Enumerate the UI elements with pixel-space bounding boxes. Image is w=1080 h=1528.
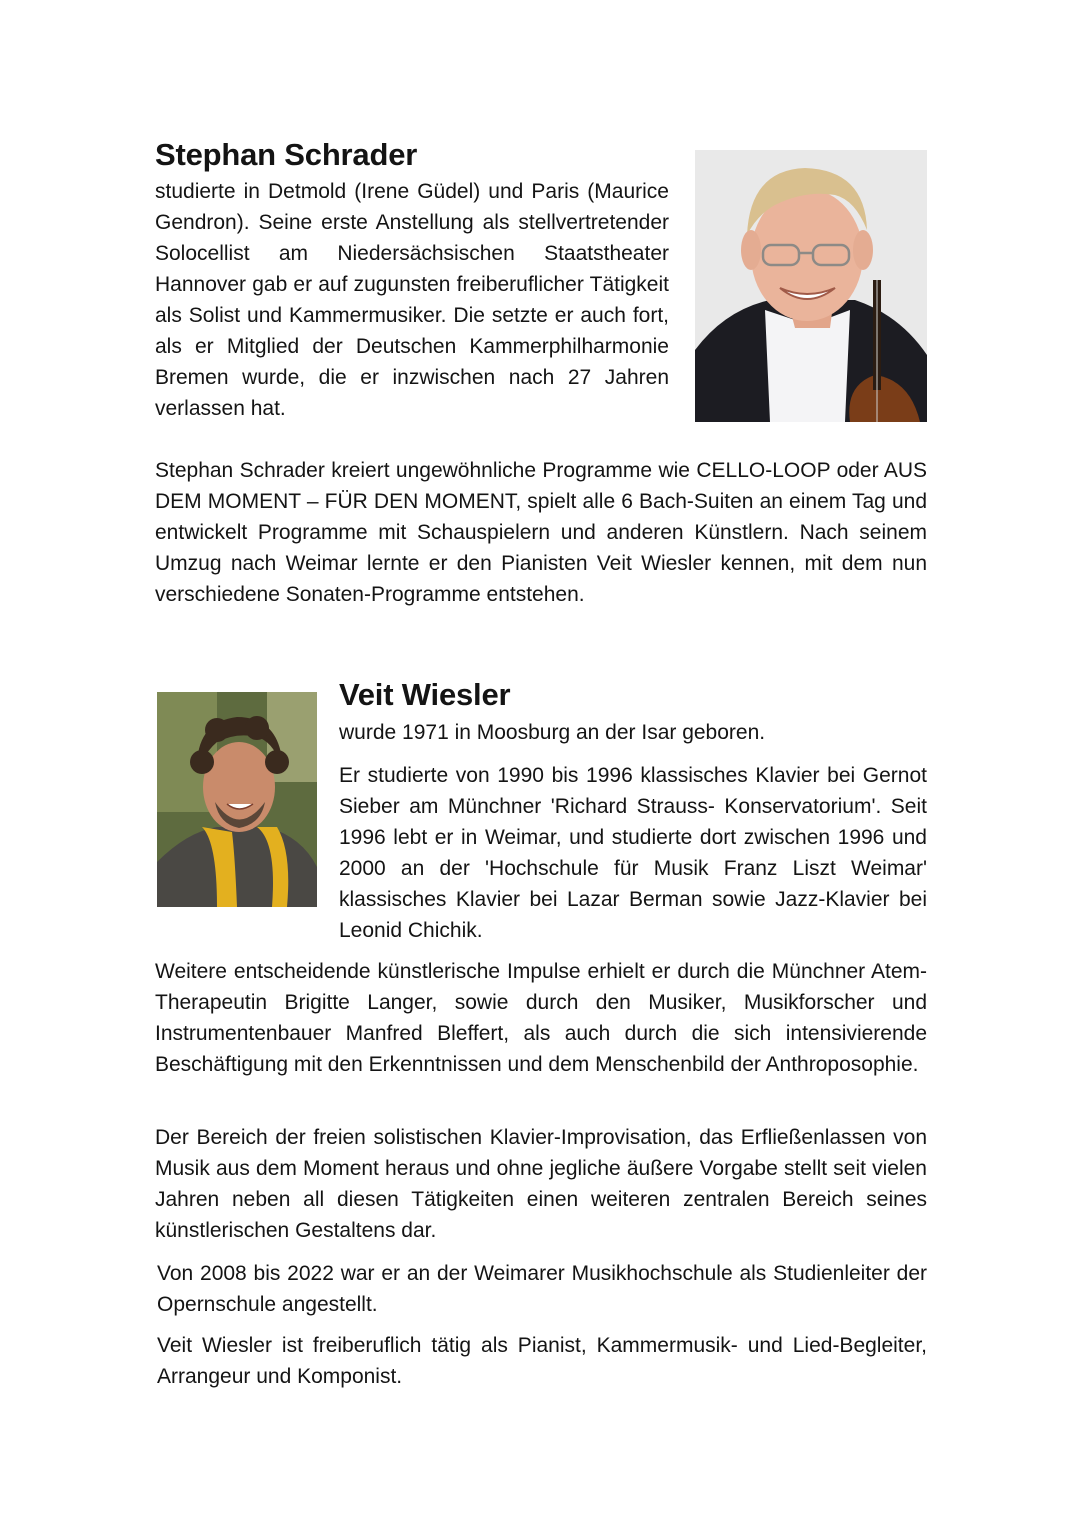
paragraph-improvisation: Der Bereich der freien solistischen Klavier-Improvisation, das Erfließenlassen von Musik aus dem Moment heraus und ohne jegliche äußere Vorgabe stellt seit vielen Jahren neben all diesen Tätigkeiten einen weiteren zentralen Bereich seines künstlerischen Gestaltens dar.: [155, 1126, 927, 1242]
paragraph-programmes: Stephan Schrader kreiert ungewöhnliche Programme wie CELLO-LOOP oder AUS DEM MOMENT – FÜR DEN MOMENT, spielt alle 6 Bach-Suiten an einem Tag und entwickelt Programme mit Schauspielern und anderen Künstlern. Nach seinem Umzug nach Weimar lernte er den Pianisten Veit Wiesler kennen, mit dem nun verschiedene Sonaten-Programme entstehen.: [155, 459, 927, 606]
bio-programmes-stephan: [155, 455, 927, 610]
bio-improvisation-veit: [155, 1122, 927, 1246]
paragraph-studies-career: studierte in Detmold (Irene Güdel) und Paris (Maurice Gendron). Seine erste Anstellung als stellvertretender Solocellist am Niedersächsischen Staatstheater Hannover gab er auf zugunsten freiberuflicher Tätigkeit als Solist und Kammermusiker. Die setzte er auch fort, als er Mitglied der Deutschen Kammerphilharmonie Bremen wurde, die er inzwischen nach 27 Jahren verlassen hat.: [155, 180, 669, 420]
bio-studies-veit: [339, 760, 927, 946]
cellist-portrait-image: [695, 150, 927, 422]
heading-veit-wiesler: Veit Wiesler: [339, 677, 511, 712]
pianist-portrait-image: [157, 692, 317, 907]
bio-intro-stephan: [155, 176, 669, 424]
paragraph-studies: Er studierte von 1990 bis 1996 klassisches Klavier bei Gernot Sieber am Münchner 'Richard Strauss- Konservatorium'. Seit 1996 lebt er in Weimar, und studierte dort zwischen 1996 und 2000 an der 'Hochschule für Musik Franz Liszt Weimar' klassisches Klavier bei Lazar Berman sowie Jazz-Klavier bei Leonid Chichik.: [339, 764, 927, 942]
bio-impulses-veit: [155, 956, 927, 1080]
bio-birth-veit: [339, 717, 927, 748]
portrait-photo-stephan-schrader: [695, 150, 927, 422]
paragraph-impulses: Weitere entscheidende künstlerische Impulse erhielt er durch die Münchner Atem-Therapeutin Brigitte Langer, sowie durch den Musiker, Musikforscher und Instrumentenbauer Manfred Bleffert, als auch durch die sich intensivierende Beschäftigung mit den Erkenntnissen und dem Menschenbild der Anthroposophie.: [155, 960, 927, 1076]
bio-freelance-veit: [157, 1330, 927, 1392]
portrait-photo-veit-wiesler: [157, 692, 317, 907]
paragraph-birth: wurde 1971 in Moosburg an der Isar geboren.: [339, 721, 766, 744]
heading-stephan-schrader: Stephan Schrader: [155, 137, 418, 172]
paragraph-position: Von 2008 bis 2022 war er an der Weimarer Musikhochschule als Studienleiter der Opernschule angestellt.: [157, 1262, 927, 1316]
paragraph-freelance: Veit Wiesler ist freiberuflich tätig als Pianist, Kammermusik- und Lied-Begleiter, Arrangeur und Komponist.: [157, 1334, 927, 1388]
bio-position-veit: [157, 1258, 927, 1320]
